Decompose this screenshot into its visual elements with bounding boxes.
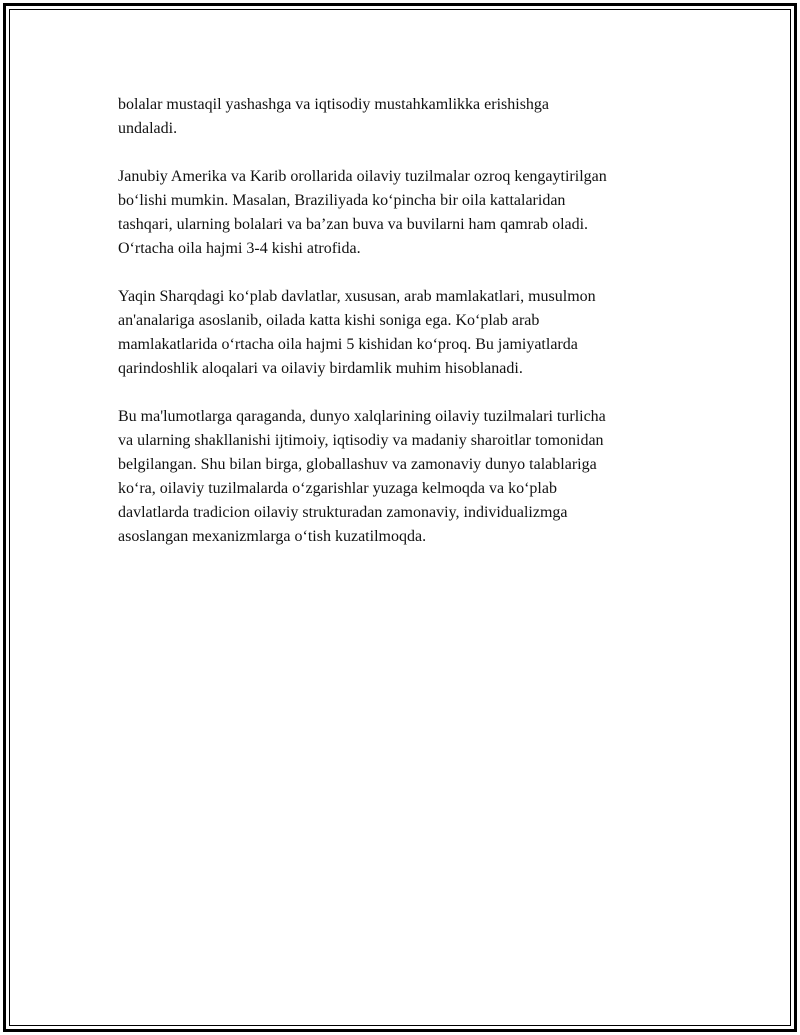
paragraph-2-line-4: O‘rtacha oila hajmi 3-4 kishi atrofida. xyxy=(118,240,361,257)
paragraph-3-line-1: Yaqin Sharqdagi ko‘plab davlatlar, xususan, arab mamlakatlari, musulmon xyxy=(118,288,596,305)
paragraph-4-line-6: asoslangan mexanizmlarga o‘tish kuzatilmoqda. xyxy=(118,528,427,545)
paragraph-4-line-3: belgilangan. Shu bilan birga, globallashuv va zamonaviy dunyo talablariga xyxy=(118,456,597,473)
paragraph-3 xyxy=(118,285,693,381)
paragraph-3-line-4: qarindoshlik aloqalari va oilaviy birdamlik muhim hisoblanadi. xyxy=(118,360,523,377)
paragraph-1 xyxy=(118,93,693,141)
paragraph-2-line-3: tashqari, ularning bolalari va ba’zan buva va buvilarni ham qamrab oladi. xyxy=(118,216,589,233)
paragraph-1-line-2: undaladi. xyxy=(118,120,178,137)
paragraph-4-line-1: Bu ma'lumotlarga qaraganda, dunyo xalqlarining oilaviy tuzilmalari turlicha xyxy=(118,408,606,425)
paragraph-3-line-3: mamlakatlarida o‘rtacha oila hajmi 5 kishidan ko‘proq. Bu jamiyatlarda xyxy=(118,336,578,353)
paragraph-4-line-5: davlatlarda tradicion oilaviy strukturadan zamonaviy, individualizmga xyxy=(118,504,568,521)
paragraph-2-line-1: Janubiy Amerika va Karib orollarida oilaviy tuzilmalar ozroq kengaytirilgan xyxy=(118,168,607,185)
paragraph-4-line-4: ko‘ra, oilaviy tuzilmalarda o‘zgarishlar yuzaga kelmoqda va ko‘plab xyxy=(118,480,557,497)
paragraph-4 xyxy=(118,405,693,549)
paragraph-3-line-2: an'analariga asoslanib, oilada katta kishi soniga ega. Ko‘plab arab xyxy=(118,312,540,329)
paragraph-4-line-2: va ularning shakllanishi ijtimoiy, iqtisodiy va madaniy sharoitlar tomonidan xyxy=(118,432,604,449)
paragraph-2-line-2: bo‘lishi mumkin. Masalan, Braziliyada ko‘pincha bir oila kattalaridan xyxy=(118,192,566,209)
paragraph-2 xyxy=(118,165,693,261)
document-body xyxy=(118,93,693,573)
paragraph-1-line-1: bolalar mustaqil yashashga va iqtisodiy mustahkamlikka erishishga xyxy=(118,96,550,113)
